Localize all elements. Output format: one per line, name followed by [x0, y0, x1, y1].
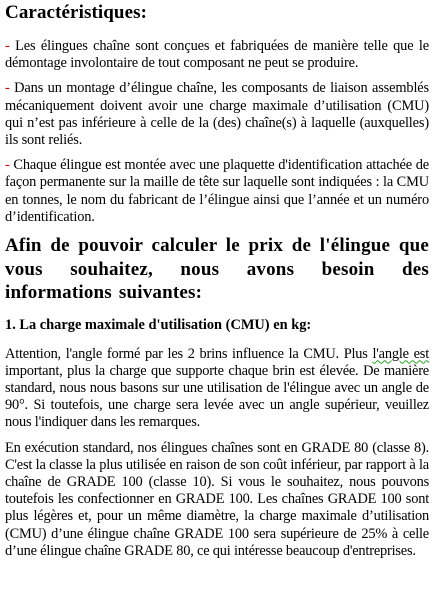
section-1-title: 1. La charge maximale d'utilisation (CMU) en kg: [5, 316, 312, 333]
bullet-item-1 [5, 38, 429, 72]
info-request-heading: Afin de pouvoir calculer le prix de l'élingue que vous souhaitez, nous avons besoin des informations suivantes: [5, 235, 429, 304]
bullet-text-1: Les élingues chaîne sont conçues et fabriquées de manière telle que le démontage involontaire de tout composant ne peut se produire. [5, 38, 429, 72]
bullet-dash: - [5, 157, 10, 174]
angle-paragraph-end: important, plus la charge que supporte chaque brin est élevée. De manière standard, nous nous basons sur une utilisation de l'élingue avec un angle de 90°. Si toutefois, une charge sera levée avec un angle supérieur, veuillez nous l'indiquer dans les remarques. [5, 362, 429, 431]
bullet-text-2: Dans un montage d’élingue chaîne, les composants de liaison assemblés mécaniquement doivent avoir une charge maximale d’utilisation (CMU) qui n’est pas inférieure à celle de la (des) chaîne(s) à laquelle (auxquelles) ils sont reliés. [5, 80, 429, 149]
bullet-text-3: Chaque élingue est montée avec une plaquette d'identification attachée de façon permanente sur la maille de tête sur laquelle sont indiquées : la CMU en tonnes, le nom du fabricant de l’élingue ainsi que l’année et un numéro d’identification. [5, 157, 429, 225]
angle-paragraph-start: Attention, l'angle formé par les 2 brins influence la CMU. Plus [5, 345, 373, 362]
bullet-item-2 [5, 80, 429, 149]
angle-paragraph [5, 346, 429, 432]
bullet-item-3 [5, 157, 429, 226]
characteristics-heading: Caractéristiques: [5, 2, 148, 23]
bullet-dash: - [5, 80, 10, 97]
grade-paragraph: En exécution standard, nos élingues chaînes sont en GRADE 80 (classe 8). C'est la classe la plus utilisée en raison de son coût inférieur, par rapport à la chaîne de GRADE 100 (classe 10). Si vous le souhaitez, nous pouvons toutefois les confectionner en GRADE 100. Les chaînes GRADE 100 sont plus légères et, pour un même diamètre, la charge maximale d’utilisation (CMU) d’une élingue chaîne GRADE 100 sera supérieure de 25% à celle d’une élingue chaîne GRADE 80, ce qui intéresse beaucoup d'entreprises. [5, 439, 429, 559]
spellcheck-flagged-text[interactable]: l'angle est [372, 345, 429, 362]
bullet-dash: - [5, 38, 10, 54]
